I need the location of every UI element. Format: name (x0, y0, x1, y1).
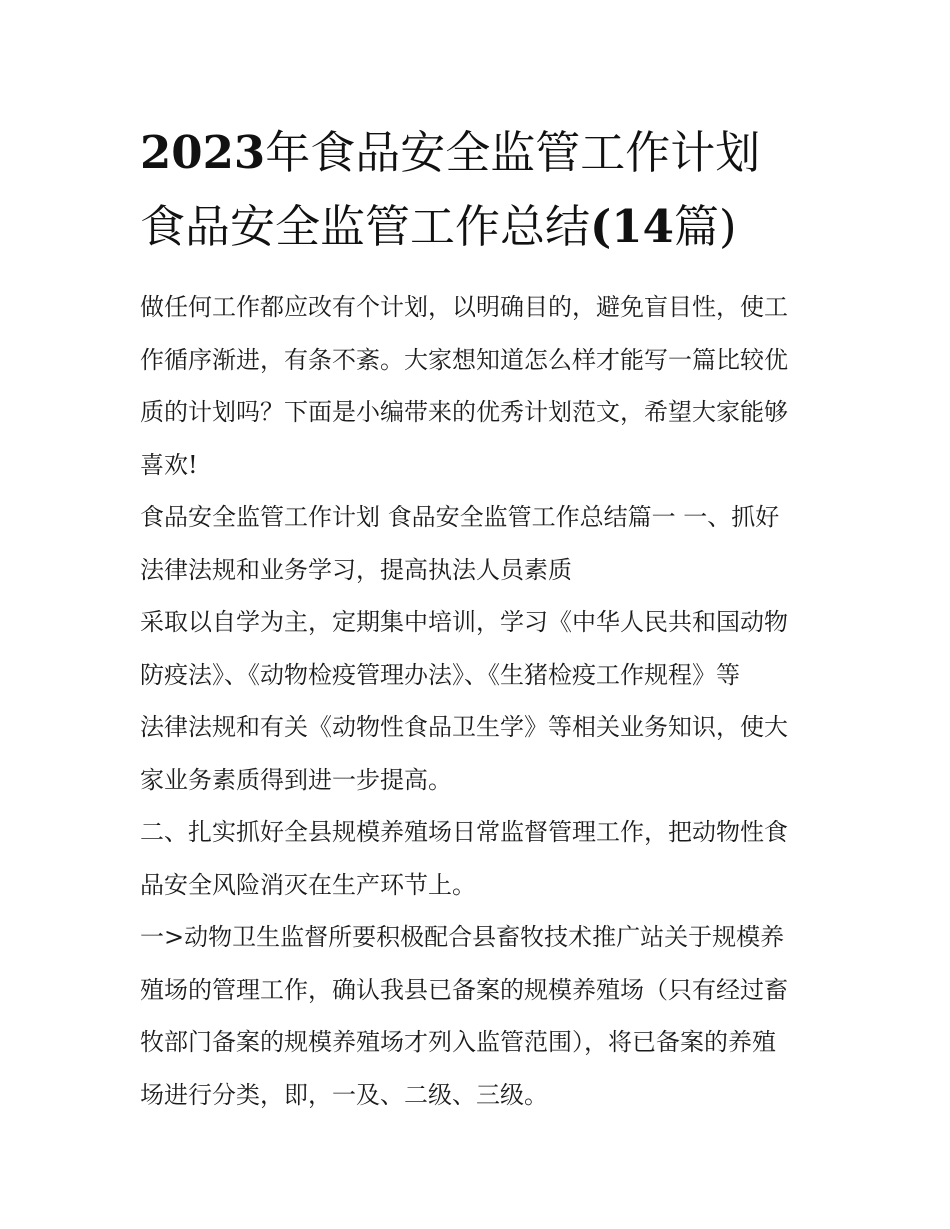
text-line: 牧部门备案的规模养殖场才列入监管范围），将已备案的养殖 (140, 1028, 776, 1056)
title-year: 2023 (140, 126, 266, 179)
text-line: 采取以自学为主，定期集中培训，学习《中华人民共和国动物 (140, 608, 788, 636)
text-line: 作循序渐进，有条不紊。大家想知道怎么样才能写一篇比较优 (140, 345, 788, 374)
paragraph-study (140, 596, 820, 806)
paragraph-heading-1 (140, 491, 820, 596)
text-line: 喜欢! (140, 450, 198, 479)
title-line-2-text: 食品安全监管工作总结 (140, 200, 591, 253)
paragraph-intro (140, 281, 820, 491)
title-line-2 (140, 190, 820, 264)
text-line: 法律法规和有关《动物性食品卫生学》等相关业务知识，使大 (140, 713, 788, 741)
text-line: 品安全风险消灭在生产环节上。 (140, 870, 476, 899)
title-count-unit: 篇) (673, 200, 737, 253)
paragraph-farm-management (140, 911, 820, 1121)
document-body (140, 281, 820, 1121)
title-count: (14 (590, 200, 674, 253)
text-line: 殖场的管理工作，确认我县已备案的规模养殖场（只有经过畜 (140, 975, 788, 1004)
text-line: 食品安全监管工作计划 食品安全监管工作总结篇一 一、抓好 (140, 503, 780, 531)
document-title (140, 116, 820, 264)
title-line-1 (140, 116, 820, 190)
text-line: 二、扎实抓好全县规模养殖场日常监督管理工作，把动物性食 (140, 818, 788, 846)
paragraph-heading-2 (140, 806, 820, 911)
text-line: 质的计划吗？下面是小编带来的优秀计划范文，希望大家能够 (140, 398, 788, 426)
text-line: 防疫法》、《动物检疫管理办法》、《生猪检疫工作规程》等 (140, 660, 740, 689)
text-line: 家业务素质得到进一步提高。 (140, 765, 452, 794)
title-line-1-text: 年食品安全监管工作计划 (265, 126, 761, 179)
text-line: 一>动物卫生监督所要积极配合县畜牧技术推广站关于规模养 (140, 923, 785, 951)
text-line: 场进行分类，即，一及、二级、三级。 (140, 1080, 548, 1109)
text-line: 法律法规和业务学习，提高执法人员素质 (140, 555, 572, 584)
text-line: 做任何工作都应改有个计划，以明确目的，避免盲目性，使工 (140, 293, 788, 321)
